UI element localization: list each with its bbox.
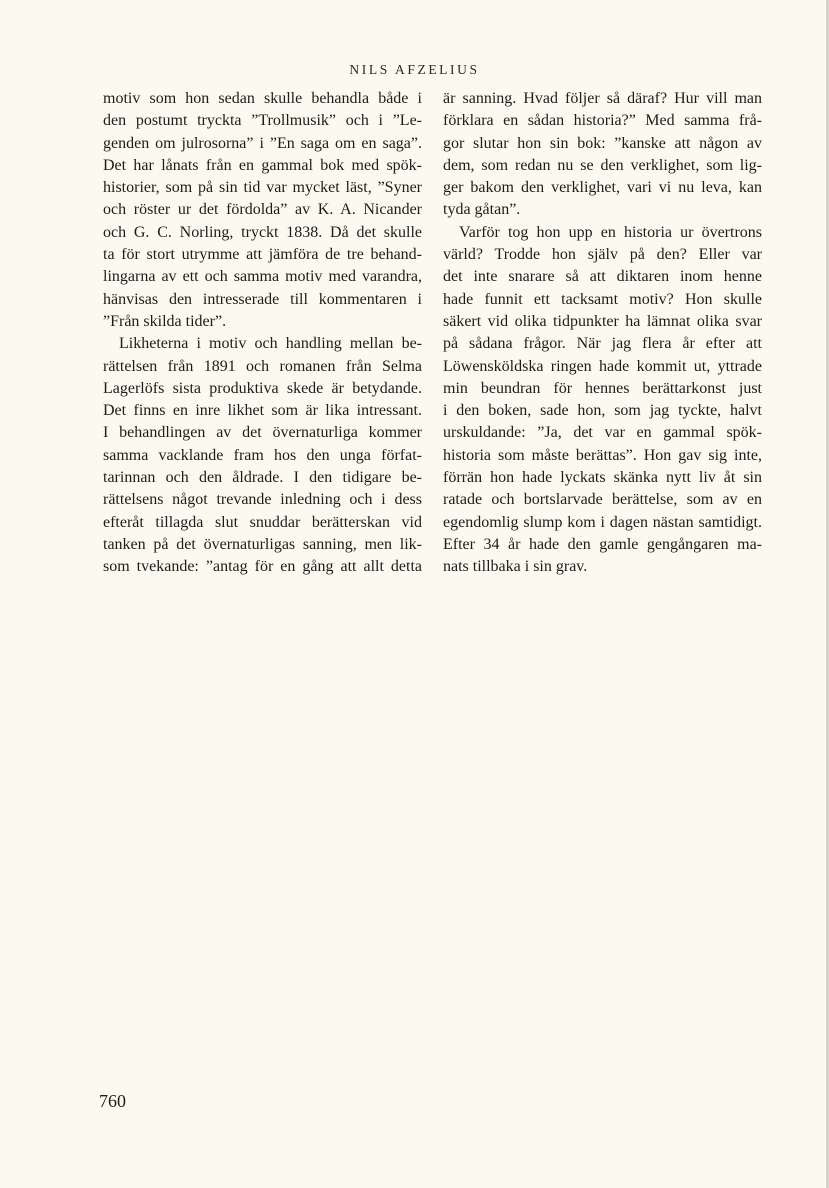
text-line: egendomlig slump kom i dagen nästan samtidigt. (443, 513, 762, 531)
text-line: tarinnan och den åldrade. I den tidigare be- (103, 469, 422, 487)
text-line: och röster ur det fördolda” av K. A. Nicander (103, 201, 422, 219)
text-line: rättelsens något trevande inledning och i dess (103, 491, 422, 509)
text-line: historia som måste berättas”. Hon gav sig inte, (443, 446, 762, 464)
text-line: samma vacklande fram hos den unga förfat- (103, 446, 422, 464)
text-line: den postumt tryckta ”Trollmusik” och i ”Le- (103, 112, 422, 130)
text-line: Lagerlöfs sista produktiva skede är betydande. (103, 379, 422, 397)
left-column (103, 88, 422, 579)
text-line: ger bakom den verklighet, vari vi nu leva, kan (443, 179, 762, 197)
text-line: säkert vid olika tidpunkter ha lämnat olika svar (443, 312, 762, 330)
text-line: förklara en sådan historia?” Med samma frå- (443, 112, 762, 130)
text-line: rättelsen från 1891 och romanen från Selma (103, 357, 422, 375)
text-line: hade funnit ett tacksamt motiv? Hon skulle (443, 290, 762, 308)
text-line: I behandlingen av det övernaturliga kommer (103, 424, 422, 442)
text-line: Det finns en inre likhet som är lika intressant. (103, 402, 422, 420)
page-number: 760 (99, 1091, 126, 1111)
right-column (443, 88, 762, 579)
text-line: hänvisas den intresserade till kommentaren i (103, 290, 422, 308)
text-line: motiv som hon sedan skulle behandla både i (103, 90, 422, 107)
text-line: Varför tog hon upp en historia ur övertrons (459, 223, 762, 241)
text-line: tanken på det övernaturligas sanning, men lik- (103, 535, 422, 553)
text-line: ta för stort utrymme att jämföra de tre behand- (103, 246, 422, 264)
text-line: tyda gåtan”. (443, 201, 521, 219)
text-line: Det har lånats från en gammal bok med spök- (103, 156, 422, 174)
text-line: är sanning. Hvad följer så däraf? Hur vill man (443, 90, 762, 107)
running-head: NILS AFZELIUS (349, 62, 480, 77)
text-line: på sådana frågor. När jag flera år efter att (443, 335, 762, 353)
text-line: historier, som på sin tid var mycket läst, ”Syner (103, 179, 422, 197)
text-line: det inte snarare så att diktaren inom henne (443, 268, 762, 286)
text-line: gor slutar hon sin bok: ”kanske att någon av (443, 134, 762, 152)
text-line: min beundran för hennes berättarkonst just (443, 379, 762, 397)
text-line: genden om julrosorna” i ”En saga om en saga”. (103, 134, 422, 152)
text-line: ratade och bortslarvade berättelse, som av en (443, 491, 762, 509)
text-line: Likheterna i motiv och handling mellan be- (119, 335, 422, 353)
text-line: efteråt tillagda slut snuddar berätterskan vid (103, 513, 422, 531)
text-line: nats tillbaka i sin grav. (443, 558, 588, 576)
text-line: urskuldande: ”Ja, det var en gammal spök- (443, 424, 762, 442)
text-line: lingarna av ett och samma motiv med varandra, (103, 268, 422, 286)
text-line: värld? Trodde hon själv på den? Eller var (443, 246, 762, 264)
text-line: och G. C. Norling, tryckt 1838. Då det skulle (103, 223, 422, 241)
text-line: ”Från skilda tider”. (103, 312, 227, 330)
text-line: som tvekande: ”antag för en gång att allt detta (103, 558, 422, 576)
text-line: dem, som redan nu se den verklighet, som lig- (443, 156, 762, 174)
text-line: Löwensköldska ringen hade kommit ut, yttrade (443, 357, 762, 375)
text-line: i den boken, sade hon, som jag tyckte, halvt (443, 402, 762, 420)
text-line: Efter 34 år hade den gamle gengångaren ma- (443, 535, 762, 553)
text-line: förrän hon hade lyckats skänka nytt liv åt sin (443, 469, 762, 487)
